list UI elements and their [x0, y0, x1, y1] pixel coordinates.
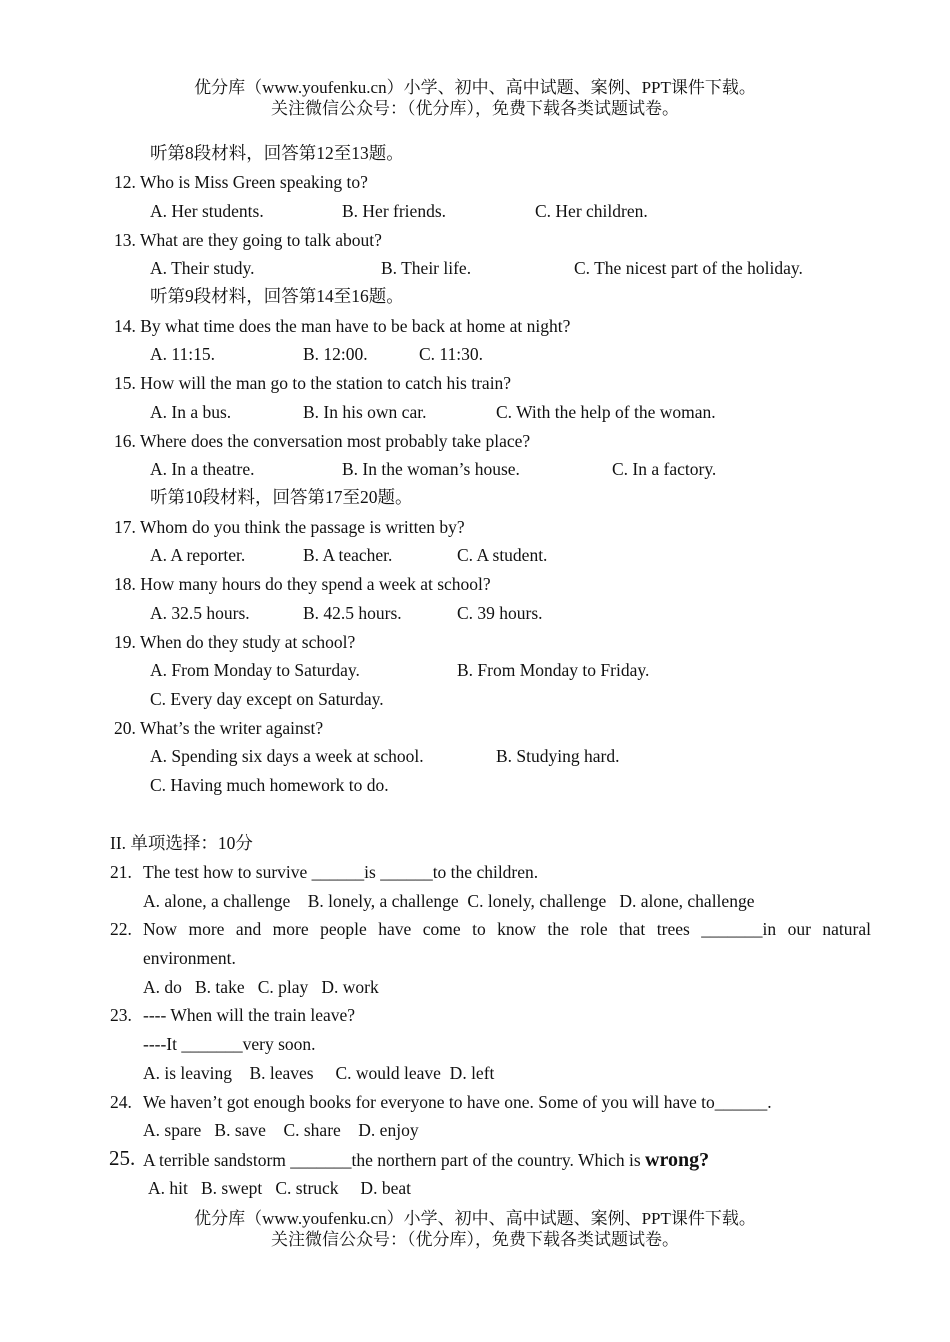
question-number: 15.	[114, 373, 136, 393]
question-16	[114, 429, 530, 453]
section-instruction-10: 听第10段材料，回答第17至20题。	[150, 487, 413, 507]
option-12-b: B. Her friends.	[342, 201, 447, 221]
question-text: How will the man go to the station to catch his train?	[140, 373, 512, 393]
footer-line-2: 关注微信公众号：（优分库），免费下载各类试题试卷。	[271, 1230, 679, 1249]
option-14-a: A. 11:15.	[150, 344, 215, 364]
option-16-b: B. In the woman’s house.	[342, 459, 520, 479]
option-19-b: B. From Monday to Friday.	[457, 660, 650, 680]
question-21-text: The test how to survive ______is ______to the children.	[143, 862, 539, 882]
option-12-a: A. Her students.	[150, 201, 264, 221]
question-14	[114, 314, 570, 338]
question-24-text: We haven’t got enough books for everyone to have one. Some of you will have to______.	[143, 1092, 772, 1112]
question-21-number: 21.	[110, 862, 132, 882]
option-18-b: B. 42.5 hours.	[303, 603, 402, 623]
option-14-b: B. 12:00.	[303, 344, 368, 364]
option-18-c: C. 39 hours.	[457, 603, 543, 623]
option-19-c: C. Every day except on Saturday.	[150, 689, 384, 709]
question-22-text-line1: Now more and more people have come to know the role that trees _______in our natural	[143, 919, 871, 939]
question-24-options: A. spare B. save C. share D. enjoy	[143, 1120, 419, 1140]
section-instruction-9: 听第9段材料，回答第14至16题。	[150, 286, 404, 306]
option-17-b: B. A teacher.	[303, 545, 393, 565]
option-13-a: A. Their study.	[150, 258, 255, 278]
section-instruction-8: 听第8段材料，回答第12至13题。	[150, 143, 404, 163]
question-12	[114, 170, 368, 194]
question-23-options: A. is leaving B. leaves C. would leave D. left	[143, 1063, 495, 1083]
option-19-a: A. From Monday to Saturday.	[150, 660, 360, 680]
page-footer	[0, 1208, 950, 1250]
question-25-number: 25.	[109, 1146, 136, 1170]
question-text: When do they study at school?	[139, 632, 356, 652]
question-number: 13.	[114, 230, 136, 250]
question-25-emphasis: wrong?	[645, 1149, 710, 1171]
question-23-text-line1: ---- When will the train leave?	[143, 1005, 356, 1025]
header-line-2: 关注微信公众号：（优分库），免费下载各类试题试卷。	[271, 99, 679, 118]
question-text: Who is Miss Green speaking to?	[139, 172, 368, 192]
question-23-text-line2: ----It _______very soon.	[143, 1034, 316, 1054]
question-13	[114, 228, 382, 252]
footer-line-1: 优分库（www.youfenku.cn）小学、初中、高中试题、案例、PPT课件下载。	[194, 1209, 756, 1228]
option-14-c: C. 11:30.	[419, 344, 484, 364]
question-25-options: A. hit B. swept C. struck D. beat	[148, 1178, 411, 1198]
question-text: How many hours do they spend a week at school?	[140, 574, 491, 594]
question-22-options: A. do B. take C. play D. work	[143, 977, 379, 997]
question-text: What’s the writer against?	[139, 718, 324, 738]
option-16-a: A. In a theatre.	[150, 459, 255, 479]
option-15-a: A. In a bus.	[150, 402, 232, 422]
question-text: By what time does the man have to be back at home at night?	[140, 316, 571, 336]
page-header	[0, 77, 950, 119]
question-text: What are they going to talk about?	[139, 230, 382, 250]
question-18	[114, 572, 491, 596]
question-text: Where does the conversation most probably take place?	[139, 431, 531, 451]
option-17-a: A. A reporter.	[150, 545, 246, 565]
option-20-a: A. Spending six days a week at school.	[150, 746, 424, 766]
question-25	[143, 1148, 709, 1172]
question-25-text: A terrible sandstorm _______the northern part of the country. Which is	[143, 1150, 646, 1170]
question-15	[114, 371, 511, 395]
question-number: 20.	[114, 718, 136, 738]
option-17-c: C. A student.	[457, 545, 548, 565]
question-21-options: A. alone, a challenge B. lonely, a challenge C. lonely, challenge D. alone, challenge	[143, 891, 755, 911]
option-15-b: B. In his own car.	[303, 402, 427, 422]
question-24-number: 24.	[110, 1092, 132, 1112]
question-22-number: 22.	[110, 919, 132, 939]
question-number: 14.	[114, 316, 136, 336]
section-title: II. 单项选择：10分	[110, 833, 253, 853]
option-15-c: C. With the help of the woman.	[496, 402, 716, 422]
question-number: 18.	[114, 574, 136, 594]
option-13-c: C. The nicest part of the holiday.	[574, 258, 803, 278]
option-16-c: C. In a factory.	[612, 459, 717, 479]
option-12-c: C. Her children.	[535, 201, 648, 221]
question-23-number: 23.	[110, 1005, 132, 1025]
option-13-b: B. Their life.	[381, 258, 472, 278]
question-20	[114, 716, 323, 740]
question-22-text-line2: environment.	[143, 948, 236, 968]
question-text: Whom do you think the passage is written by?	[139, 517, 465, 537]
question-19	[114, 630, 355, 654]
question-number: 12.	[114, 172, 136, 192]
option-18-a: A. 32.5 hours.	[150, 603, 250, 623]
question-number: 17.	[114, 517, 136, 537]
option-20-c: C. Having much homework to do.	[150, 775, 389, 795]
header-line-1: 优分库（www.youfenku.cn）小学、初中、高中试题、案例、PPT课件下载。	[194, 78, 756, 97]
question-number: 16.	[114, 431, 136, 451]
question-number: 19.	[114, 632, 136, 652]
question-17	[114, 515, 465, 539]
option-20-b: B. Studying hard.	[496, 746, 620, 766]
